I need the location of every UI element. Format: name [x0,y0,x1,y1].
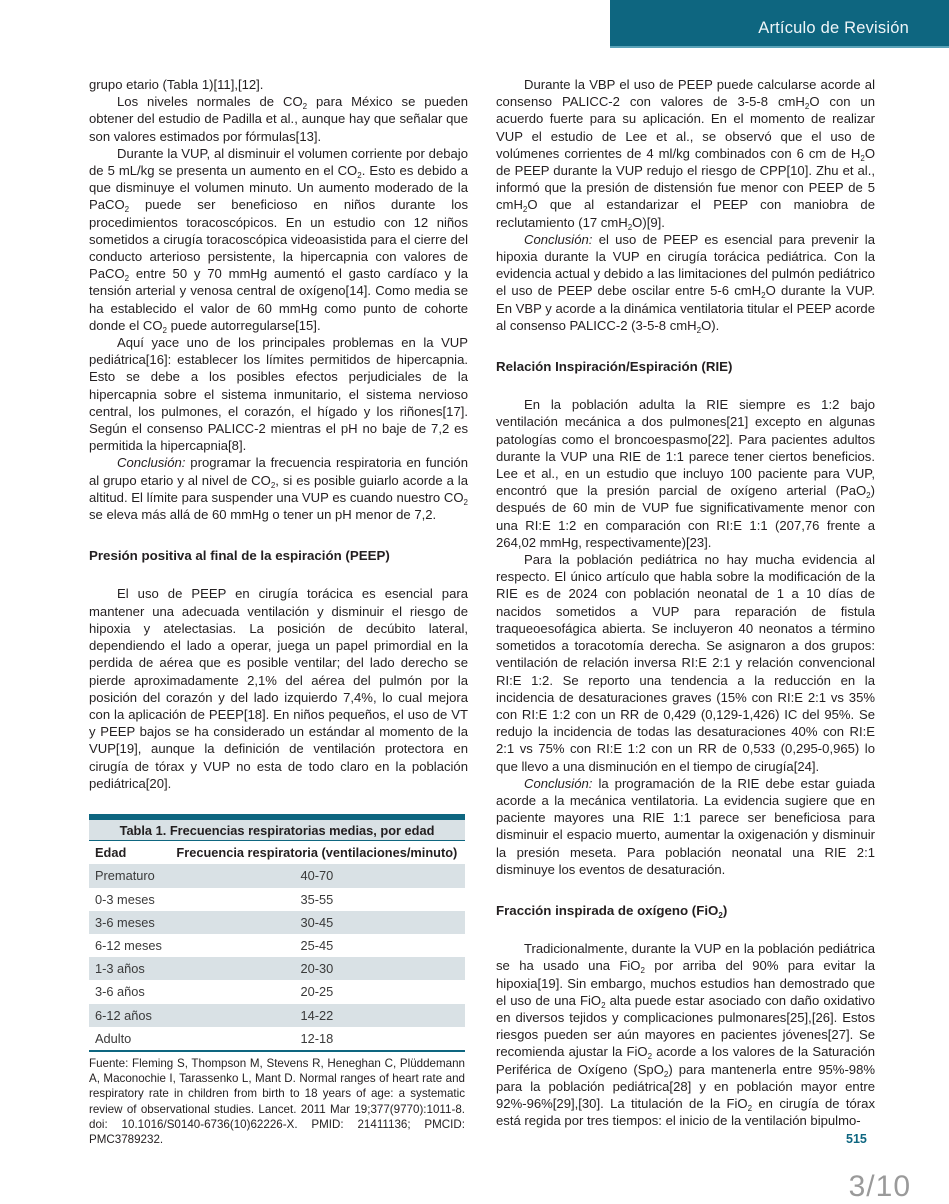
paragraph: El uso de PEEP en cirugía torácica es esencial para mantener una adecuada ventilación y disminuir el riesgo de hipoxia y atelectasias. La posición de decúbito lateral, dependiendo el lado a operar, juega un papel primordial en la perdida de aérea que es posible ventilar; del lado derecho se pierde aproximadamente 2,1% del aérea del pulmón por la posición del corazón y del lado izquierdo 7,4%, lo cual mejora con la aplicación de PEEP[18]. En niños pequeños, el uso de VT y PEEP bajos se ha considerado un estándar al momento de la VUP[19], aunque la definición de ventilación protectora en cirugía de tórax y VUP no esta de todo claro en la población pediátrica[20]. [89,586,468,791]
table-row: 3-6 meses 30-45 [89,911,465,934]
table-caption: Tabla 1. Frecuencias respiratorias medias, por edad [89,820,465,841]
table-row: 1-3 años 20-30 [89,957,465,980]
conclusion-paragraph: Conclusión: la programación de la RIE debe estar guiada acorde a la mecánica ventilatoria. La evidencia sugiere que en paciente mayores una RIE 1:1 parece ser beneficiosa para disminuir el espacio muerto, aumentar la oxigenación y disminuir la presión meseta. Para población neonatal una RIE 2:1 disminuye los eventos de desaturación. [496,775,875,877]
section-title-rie: Relación Inspiración/Espiración (RIE) [496,359,733,375]
paragraph: Tradicionalmente, durante la VUP en la población pediátrica se ha usado una FiO$_2$ por arriba del 90% para evitar la hipoxia[19]. Sin embargo, muchos estudios han demostrado que el uso de una FiO$_2$ alta puede estar asociado con daño oxidativo en diversos tejidos y complicaciones pulmonares[25],[26]. Estos riesgos pueden ser aún mayores en pacientes jóvenes[27]. Se recomienda ajustar la FiO$_2$ acorde a los valores de la Saturación Periférica de Oxígeno (SpO$_2$) para mantenerla entre 95%-98% para la población pediátrica[28] y en población mayor entre 92%-96%[29],[30]. La titulación de la FiO$_2$ en cirugía de tórax está regida por tres tiempos: el inicio de la ventilación bipulmo- [496,941,876,1129]
paragraph: Durante la VBP el uso de PEEP puede calcularse acorde al consenso PALICC-2 con valores de 3-5-8 cmH$_2$O con un acuerdo fuerte para su aplicación. En el momento de realizar VUP el estudio de Lee et al., se observó que el uso de volúmenes corrientes de 4 ml/kg combinados con 6 cm de $H_2O$ de PEEP durante la VUP redujo el riesgo de CPP[10]. Zhu et al., informó que la presión de distensión fue menor con PEEP de 5 cmH$_2$O que al estandarizar el PEEP con maniobra de reclutamiento (17 cmH$_2$O)[9]. [496,77,875,232]
table-row: Adulto 12-18 [89,1027,465,1051]
table-row: 6-12 meses 25-45 [89,934,465,957]
table-row: 3-6 años 20-25 [89,980,465,1003]
table-source-citation: Fuente: Fleming S, Thompson M, Stevens R, Heneghan C, Plüddemann A, Maconochie I, Tarassenko L, Mant D. Normal ranges of heart rate and respiratory rate in children from birth to 18 years of age: a systematic review of observational studies. Lancet. 2011 Mar 19;377(9770):1011-8. doi: 10.1016/S0140-6736(10)62226-X. PMID: 21411136; PMCID: PMC3789232. [89,1056,465,1146]
conclusion-paragraph: Conclusión: programar la frecuencia respiratoria en función al grupo etario y al nivel de $CO_2$, si es posible guiarlo acorde a la altitud. El límite para suspender una VUP es cuando nuestro $CO_2$ se eleva más allá de 60 mmHg o tener un pH menor de 7,2. [89,455,468,523]
table-1 [89,814,468,1147]
column-header-rate: Frecuencia respiratoria (ventilaciones/minuto) [169,841,465,865]
paragraph: grupo etario (Tabla 1)[11],[12]. [89,77,264,92]
paragraph: Aquí yace uno de los principales problemas en la VUP pediátrica[16]: establecer los límites permitidos de hipercapnia. Esto se debe a los posibles efectos perjudiciales de la hipercapnia sobre el sistema inmunitario, el sistema nervioso central, los pulmones, el corazón, el hígado y los riñones[17]. Según el consenso PALICC-2 mientras el pH no baje de 7,2 es permitida la hipercapnia[8]. [89,335,468,454]
paragraph: Los niveles normales de $CO_2$ para México se pueden obtener del estudio de Padilla et al., aunque hay que señalar que son valores estimados por fórmulas[13]. [89,94,468,144]
table-row: 0-3 meses 35-55 [89,888,465,911]
left-column [89,76,468,1147]
section-title-fio2: Fracción inspirada de oxígeno (FiO$_2$) [496,902,728,920]
section-label: Artículo de Revisión [758,19,909,37]
table-row: Prematuro 40-70 [89,864,465,887]
section-header-band [610,0,949,48]
right-column [496,76,875,1129]
column-header-age: Edad [89,841,169,865]
conclusion-paragraph: Conclusión: el uso de PEEP es esencial para prevenir la hipoxia durante la VUP en cirugía torácica pediátrica. Con la evidencia actual y debido a las limitaciones del pulmón pediátrico el uso de PEEP debe oscilar entre 5-6 cmH$_2$O durante la VUP. En VBP y acorde a la dinámica ventilatoria titular el PEEP acorde al consenso PALICC-2 (3-5-8 cmH$_2$O). [496,231,875,335]
page-counter: 3/10 [848,1170,911,1203]
paragraph: Durante la VUP, al disminuir el volumen corriente por debajo de 5 mL/kg se presenta un aumento en el $CO_2$. Esto es debido a que disminuye el volumen minuto. Un aumento moderado de la PaCO$_2$ puede ser beneficioso en niños durante los procedimientos toracoscópicos. En un estudio con 12 niños sometidos a cirugía toracoscópica videoasistida para el cierre del conducto arterioso persistente, la hipercapnia con valores de PaCO$_2$ entre 50 y 70 mmHg aumentó el gasto cardíaco y la tensión arterial y venosa central de oxígeno[14]. Como media se ha establecido el valor de 60 mmHg como punto de cohorte donde el $CO_2$ puede autorregularse[15]. [89,145,468,335]
table-row: 6-12 años 14-22 [89,1004,465,1027]
paragraph: En la población adulta la RIE siempre es 1:2 bajo ventilación mecánica a dos pulmones[21] excepto en algunas patologías como el broncoespasmo[22]. Para pacientes adultos durante la VUP una RIE de 1:1 parece tener ciertos beneficios. Lee et al., en un estudio que incluyo 100 paciente para VUP, encontró que la presión parcial de oxígeno arterial (PaO$_2$) después de 60 min de VUP fue significativamente menor con una RI:E 1:2 en comparación con RI:E 1:1 (207,76 frente a 264,02 mmHg, respectivamente)[23]. [496,397,875,550]
page-number: 515 [846,1132,867,1146]
section-title-peep: Presión positiva al final de la espiración (PEEP) [89,548,390,564]
paragraph: Para la población pediátrica no hay mucha evidencia al respecto. El único artículo que habla sobre la modificación de la RIE es de 2024 con población neonatal de 1 a 10 días de nacidos sometidos a VUP para reparación de fistula traqueoesofágica abierta. Se incluyeron 40 neonatos a término sometidos a toracotomía derecha. Se asignaron a dos grupos: ventilación de relación inversa RI:E 2:1 y relación convencional RI:E 1:2. Se reporto una tendencia a la reducción en la incidencia de desaturaciones graves (15% con RI:E 2:1 vs 35% con RI:E 1:2 con un RR de 0,429 (0,129-1,426) IC del 95%. Se redujo la incidencia de todas las desaturaciones 40% con RI:E 2:1 vs 75% con RI:E 1:2 con un RR de 0,533 (0,295-0,965) lo que llevo a una disminución en el tiempo de cirugía[24]. [496,552,875,774]
respiratory-rate-table [89,814,465,1052]
